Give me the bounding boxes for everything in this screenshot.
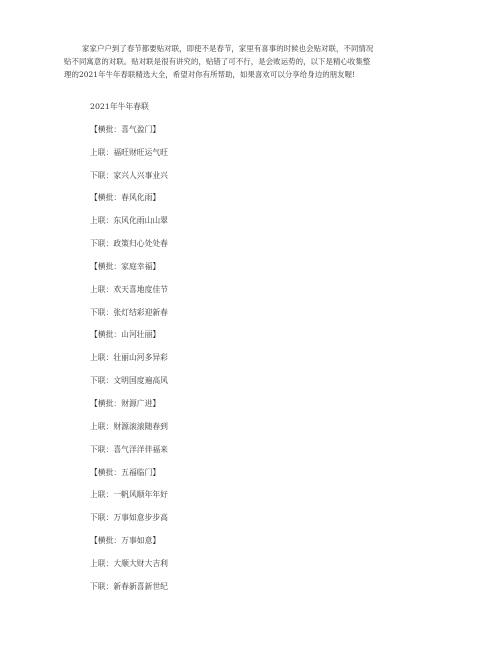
couplet-upper: 上联：壮丽山河多异彩 [90, 353, 168, 363]
couplet-banner: 【横批：喜气盈门】 [90, 124, 161, 134]
couplet-upper: 上联：欢天喜地度佳节 [90, 284, 168, 294]
couplet-lower: 下联：家兴人兴事业兴 [90, 170, 168, 180]
couplet-banner: 【横批：家庭幸福】 [90, 261, 161, 271]
couplet-banner: 【横批：五福临门】 [90, 467, 161, 477]
couplet-banner: 【横批：财源广进】 [90, 398, 161, 408]
couplet-upper: 上联：东风化雨山山翠 [90, 216, 168, 226]
couplet-banner: 【横批：春风化雨】 [90, 193, 161, 203]
intro-line: 家家户户到了春节都要贴对联，即使不是春节，家里有喜事的时候也会贴对联，不同情况 [82, 44, 374, 53]
intro-paragraph [64, 42, 440, 82]
section-heading: 2021年牛年春联 [90, 102, 149, 111]
couplet-lower: 下联：喜气洋洋伴福来 [90, 444, 168, 454]
couplet-list [90, 96, 470, 599]
couplet-lower: 下联：文明国度遍高风 [90, 376, 168, 386]
couplet-lower: 下联：张灯结彩迎新春 [90, 307, 168, 317]
couplet-lower: 下联：新春新喜新世纪 [90, 581, 168, 591]
intro-line: 理的2021年牛年春联精选大全，希望对你有所帮助，如果喜欢可以分享给身边的朋友喔! [64, 70, 356, 80]
couplet-banner: 【横批：山河壮丽】 [90, 330, 161, 340]
couplet-upper: 上联：大顺大财大吉利 [90, 558, 168, 568]
couplet-upper: 上联：福旺财旺运气旺 [90, 147, 168, 157]
couplet-banner: 【横批：万事如意】 [90, 536, 161, 546]
couplet-lower: 下联：万事如意步步高 [90, 513, 168, 523]
intro-line: 贴不同寓意的对联。贴对联是很有讲究的，贴错了可不行，是会败运势的，以下是精心收集整 [64, 57, 371, 67]
couplet-lower: 下联：政策归心处处春 [90, 239, 168, 249]
couplet-upper: 上联：财源滚滚随春到 [90, 421, 168, 431]
couplet-upper: 上联：一帆风顺年年好 [90, 490, 168, 500]
